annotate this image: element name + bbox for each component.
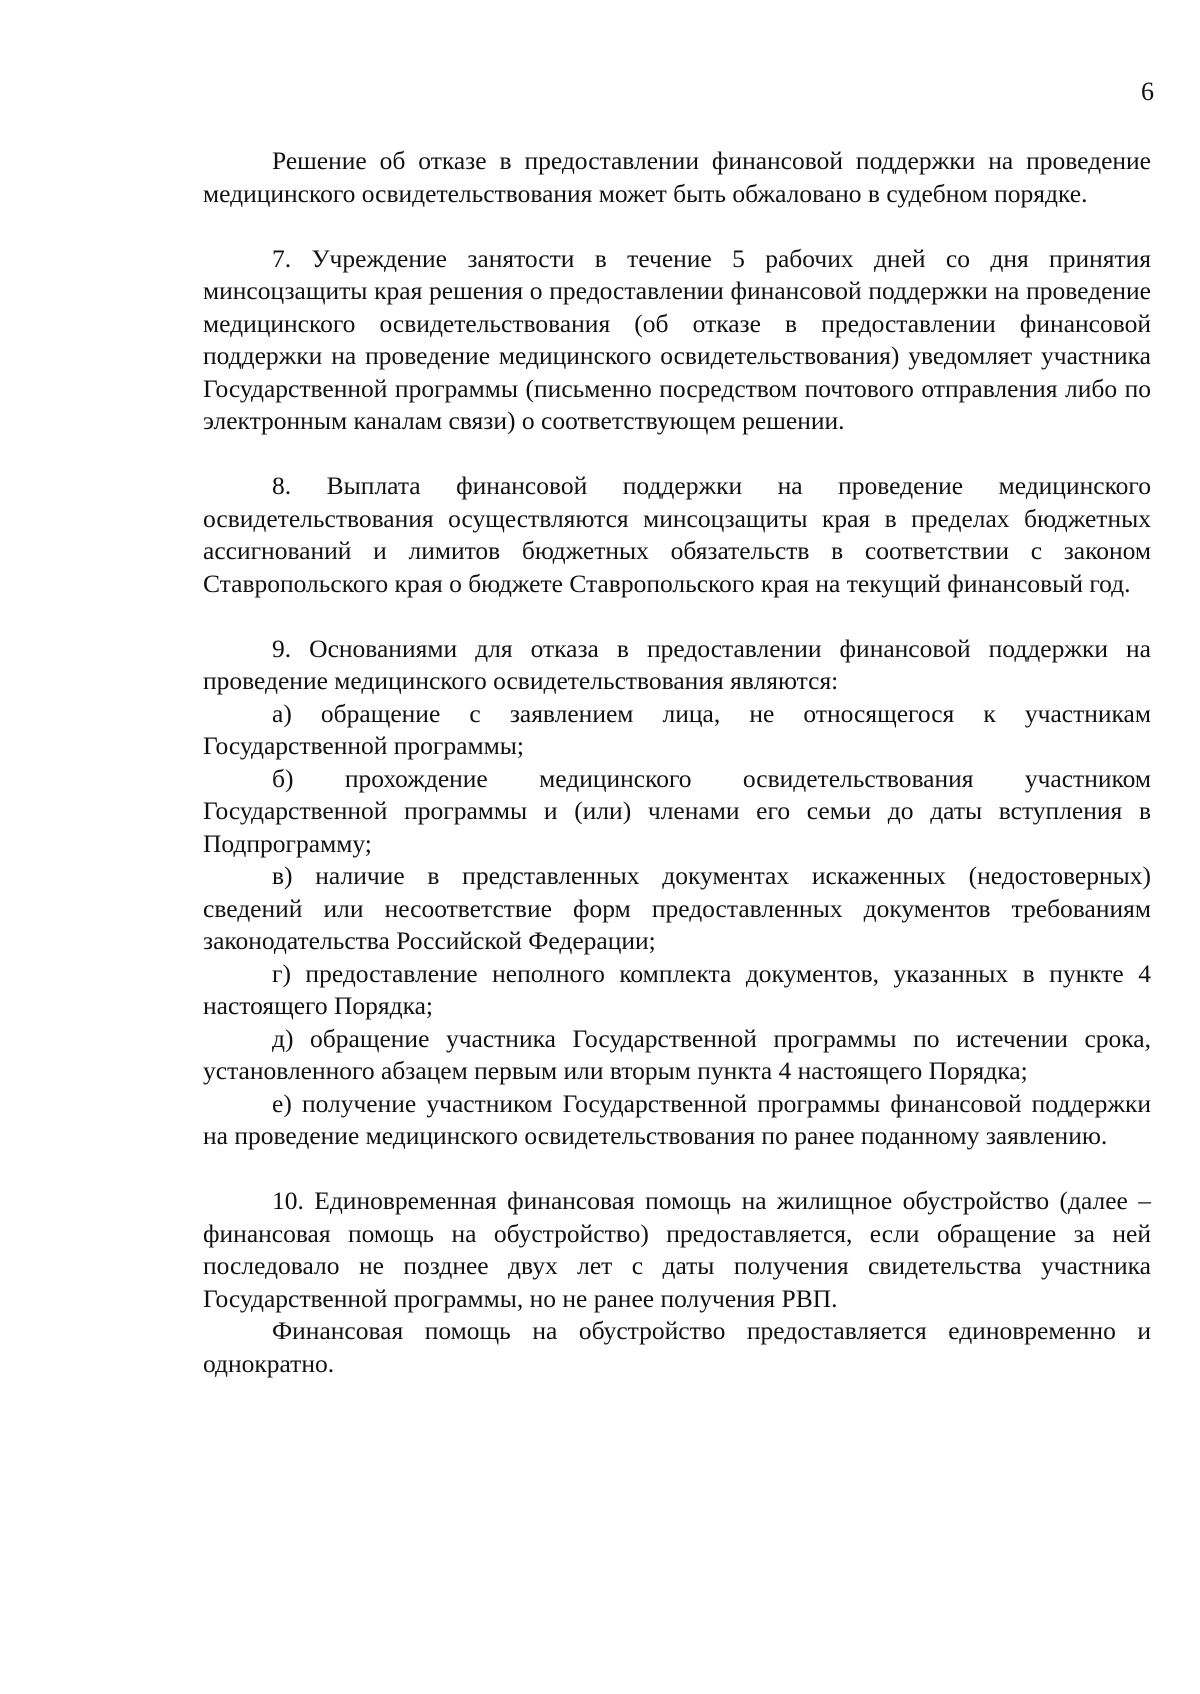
document-body <box>203 145 1151 1380</box>
list-item-g: г) предоставление неполного комплекта документов, указанных в пункте 4 настоящего Порядка; <box>203 958 1151 1020</box>
list-item-e: е) получение участником Государственной программы финансовой поддержки на проведение медицинского освидетельствования по ранее поданному заявлению. <box>203 1088 1151 1150</box>
paragraph-clause-7: 7. Учреждение занятости в течение 5 рабочих дней со дня принятия минсоцзащиты края решения о предоставлении финансовой поддержки на проведение медицинского освидетельствования (об отказе в предоставлении финансовой поддержки на проведение медицинского освидетельствования) уведомляет участника Государственной программы (письменно посредством почтового отправления либо по электронным каналам связи) о соответствующем решении. <box>203 243 1151 435</box>
page-number: 6 <box>1141 77 1154 106</box>
paragraph-clause-8: 8. Выплата финансовой поддержки на проведение медицинского освидетельствования осуществляются минсоцзащиты края в пределах бюджетных ассигнований и лимитов бюджетных обязательств в соответствии с законом Ставропольского края о бюджете Ставропольского края на текущий финансовый год. <box>203 471 1151 598</box>
paragraph-clause-10: 10. Единовременная финансовая помощь на жилищное обустройство (далее – финансовая помощь на обустройство) предоставляется, если обращение за ней последовало не позднее двух лет с даты получения свидетельства участника Государственной программы, но не ранее получения РВП. <box>203 1186 1151 1313</box>
list-item-b: б) прохождение медицинского освидетельствования участником Государственной программы и (или) членами его семьи до даты вступления в Подпрограмму; <box>203 763 1151 858</box>
list-item-a: а) обращение с заявлением лица, не относящегося к участникам Государственной программы; <box>203 698 1151 760</box>
list-item-d: д) обращение участника Государственной программы по истечении срока, установленного абзацем первым или вторым пункта 4 настоящего Порядка; <box>203 1023 1151 1085</box>
paragraph-clause-9: 9. Основаниями для отказа в предоставлении финансовой поддержки на проведение медицинского освидетельствования являются: <box>203 633 1151 695</box>
paragraph-appeal: Решение об отказе в предоставлении финансовой поддержки на проведение медицинского освидетельствования может быть обжаловано в судебном порядке. <box>203 146 1151 208</box>
paragraph-one-time-assistance: Финансовая помощь на обустройство предоставляется единовременно и однократно. <box>203 1316 1151 1378</box>
list-item-v: в) наличие в представленных документах искаженных (недостоверных) сведений или несоответствие форм предоставленных документов требованиям законодательства Российской Федерации; <box>203 861 1151 955</box>
